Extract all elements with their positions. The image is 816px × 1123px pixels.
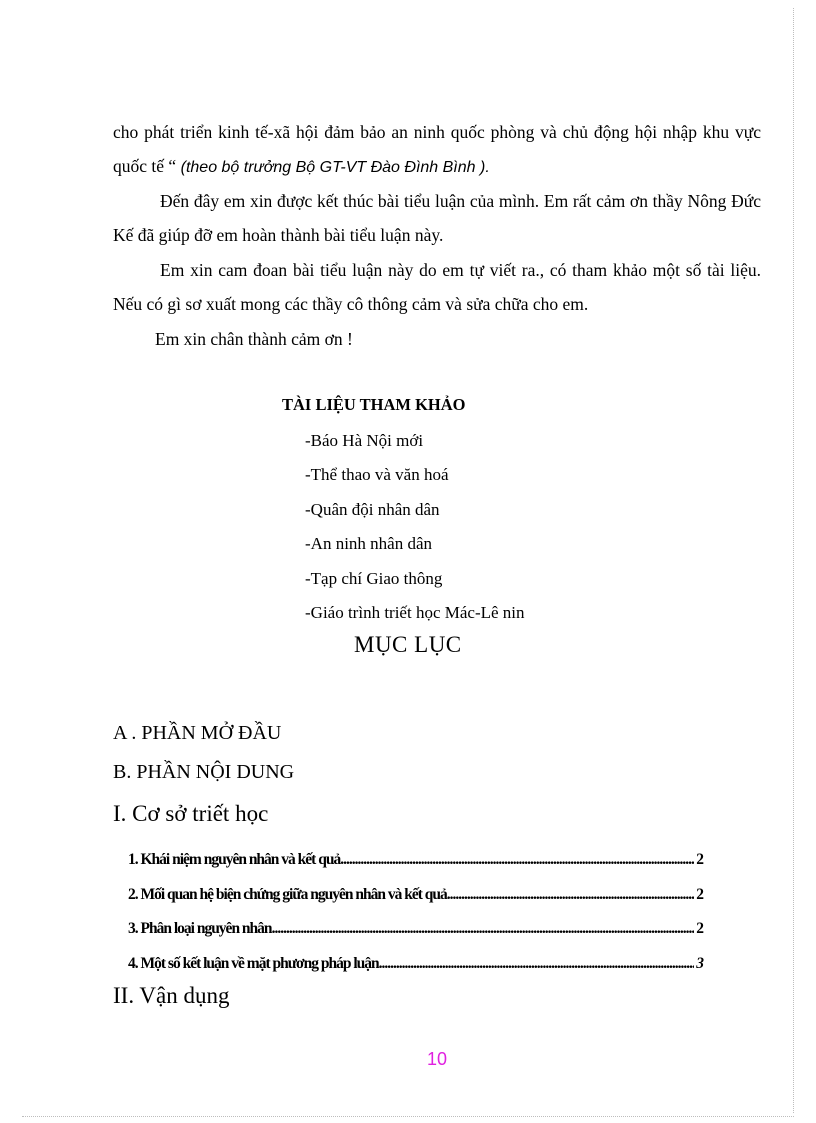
toc-entry-page: 2	[696, 885, 704, 903]
body-paragraph-3: Em xin cam đoan bài tiểu luận này do em tự viết ra., có tham khảo một số tài liệu. Nếu có gì sơ xuất mong các thầy cô thông cảm và sửa chữa cho em.	[113, 260, 761, 314]
citation: (theo bộ trưởng Bộ GT-VT Đào Đình Bình ).	[176, 159, 490, 176]
toc-entry-page: 2	[696, 851, 704, 868]
references-title: TÀI LIỆU THAM KHẢO	[282, 395, 466, 414]
body-paragraph-1	[113, 115, 761, 185]
toc-section-2: II. Vận dụng	[113, 983, 230, 1008]
toc-entry-label: 1. Khái niệm nguyên nhân và kết quả	[128, 851, 341, 868]
toc-section-a: A . PHẦN MỞ ĐẦU	[113, 722, 282, 744]
toc-section-1: I. Cơ sở triết học	[113, 801, 269, 826]
page-border-bottom	[22, 1116, 794, 1117]
body-paragraph-2: Đến đây em xin được kết thúc bài tiểu luận của mình. Em rất cảm ơn thầy Nông Đức Kế đã giúp đỡ em hoàn thành bài tiểu luận này.	[113, 191, 761, 245]
toc-entry-label: 2. Mối quan hệ biện chứng giữa nguyên nhân và kết quả	[128, 885, 447, 903]
reference-item: -Thể thao và văn hoá	[305, 465, 449, 485]
paragraph-text: cho phát triển kinh tế-xã hội đảm bảo an ninh quốc phòng và chủ động hội nhập khu vực quốc tế “	[113, 122, 761, 176]
body-paragraph-4: Em xin chân thành cảm ơn !	[155, 329, 353, 349]
references-list	[305, 424, 525, 630]
toc-entry[interactable]	[128, 947, 704, 982]
reference-item: -Báo Hà Nội mới	[305, 431, 424, 450]
toc-entry[interactable]	[128, 912, 704, 947]
page-border-right	[793, 8, 794, 1113]
toc-entry-page: 3	[696, 954, 704, 972]
toc-title: MỤC LỤC	[354, 632, 462, 657]
toc-section-b: B. PHẦN NỘI DUNG	[113, 761, 295, 783]
toc-entry[interactable]	[128, 878, 704, 913]
page-number: 10	[426, 1049, 448, 1069]
toc-entry[interactable]	[128, 843, 704, 878]
toc-entry-label: 4. Một số kết luận về mặt phương pháp luận	[128, 954, 379, 972]
reference-item: -An ninh nhân dân	[305, 534, 433, 554]
toc-entry-page: 2	[696, 920, 704, 937]
toc-list	[128, 843, 704, 981]
reference-item: -Giáo trình triết học Mác-Lê nin	[305, 603, 525, 623]
reference-item: -Tạp chí Giao thông	[305, 568, 443, 588]
reference-item: -Quân đội nhân dân	[305, 499, 440, 519]
toc-entry-label: 3. Phân loại nguyên nhân	[128, 920, 272, 937]
